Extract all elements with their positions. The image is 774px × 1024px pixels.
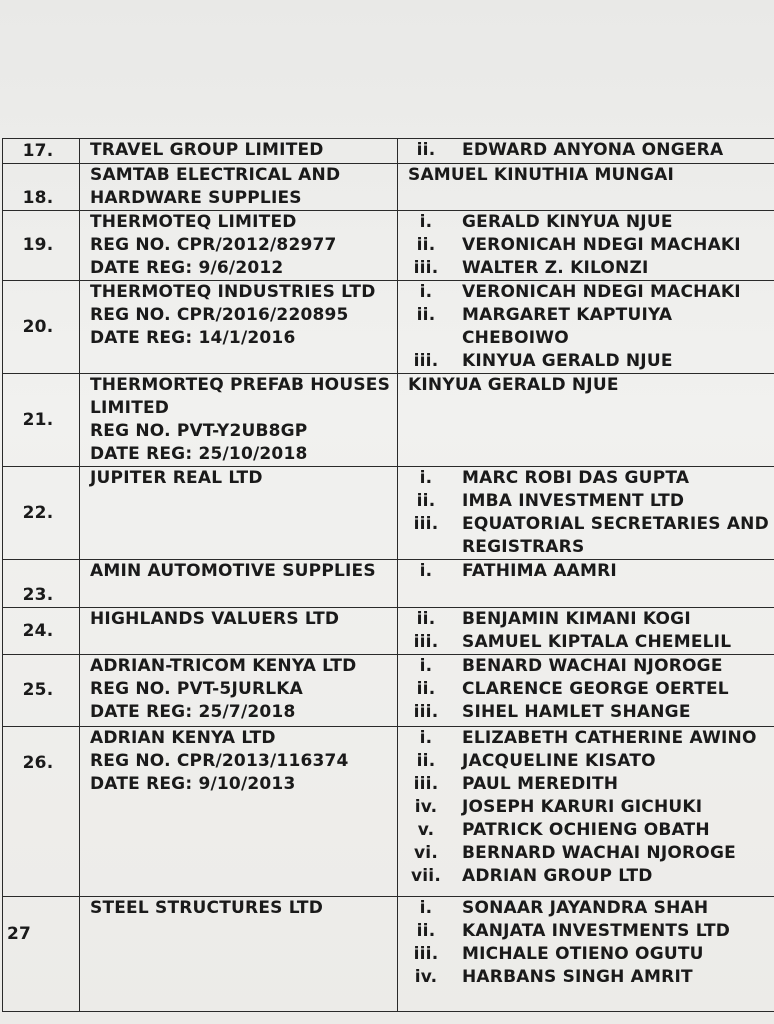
director-item: [404, 966, 774, 989]
roman-numeral: iii.: [413, 944, 439, 964]
company-cell: [80, 727, 398, 897]
roman-numeral: iv.: [414, 967, 438, 987]
roman-numeral: ii.: [416, 921, 436, 941]
director-item: [404, 819, 774, 842]
company-detail: DATE REG: 9/10/2013: [90, 774, 296, 794]
director-name: SAMUEL KIPTALA CHEMELIL: [462, 632, 732, 652]
row-number: 24.: [3, 608, 80, 655]
director-item: [404, 750, 774, 773]
company-detail: REG NO. PVT-5JURLKA: [90, 679, 304, 699]
company-name: SAMTAB ELECTRICAL AND: [90, 165, 341, 185]
company-cell: [80, 655, 398, 727]
roman-numeral: [404, 536, 448, 559]
table-row: [3, 897, 774, 1012]
director-name: SIHEL HAMLET SHANGE: [462, 702, 691, 722]
roman-numeral: [404, 327, 448, 350]
company-cell: [80, 608, 398, 655]
director-item: [404, 234, 774, 257]
roman-numeral: iii.: [413, 351, 439, 371]
director-item: [404, 560, 774, 583]
row-number: 19.: [3, 211, 80, 281]
roman-numeral: ii.: [416, 491, 436, 511]
roman-numeral: i.: [419, 561, 433, 581]
company-detail: LIMITED: [90, 398, 170, 418]
director-name: KINYUA GERALD NJUE: [462, 351, 673, 371]
director-name: EDWARD ANYONA ONGERA: [462, 140, 724, 160]
roman-numeral: i.: [419, 212, 433, 232]
director-item: [404, 304, 774, 327]
director-name: GERALD KINYUA NJUE: [462, 212, 673, 232]
table-row: [3, 560, 774, 608]
company-name: STEEL STRUCTURES LTD: [90, 898, 324, 918]
director-name: FATHIMA AAMRI: [462, 561, 617, 581]
company-name: AMIN AUTOMOTIVE SUPPLIES: [90, 561, 376, 581]
roman-numeral: iii.: [413, 632, 439, 652]
director-name: JOSEPH KARURI GICHUKI: [462, 797, 703, 817]
roman-numeral: v.: [417, 820, 435, 840]
company-detail: DATE REG: 9/6/2012: [90, 258, 284, 278]
director-item: [404, 139, 774, 162]
company-cell: [80, 374, 398, 467]
roman-numeral: i.: [419, 898, 433, 918]
director-name: SONAAR JAYANDRA SHAH: [462, 898, 709, 918]
table-row: [3, 467, 774, 560]
director-name: VERONICAH NDEGI MACHAKI: [462, 235, 741, 255]
director-item: [404, 513, 774, 536]
company-cell: [80, 560, 398, 608]
director-name: BENJAMIN KIMANI KOGI: [462, 609, 691, 629]
directors-cell: [398, 467, 774, 560]
director-name: CLARENCE GEORGE OERTEL: [462, 679, 729, 699]
table-row: [3, 139, 774, 164]
director-item: [404, 631, 774, 654]
director-name: MICHALE OTIENO OGUTU: [462, 944, 704, 964]
directors-cell: [398, 139, 774, 164]
director-item: [404, 773, 774, 796]
directors-cell: [398, 897, 774, 1012]
row-number: 17.: [3, 139, 80, 164]
table-row: [3, 608, 774, 655]
director-item: [404, 655, 774, 678]
table-row: [3, 374, 774, 467]
roman-numeral: vi.: [414, 843, 438, 863]
company-detail: HARDWARE SUPPLIES: [90, 188, 302, 208]
roman-numeral: iv.: [414, 797, 438, 817]
director-item: [404, 350, 774, 373]
table-row: [3, 281, 774, 374]
directors-cell: [398, 560, 774, 608]
director-item: [404, 490, 774, 513]
table-row: [3, 164, 774, 211]
company-detail: REG NO. CPR/2016/220895: [90, 305, 349, 325]
director-name: ADRIAN GROUP LTD: [462, 866, 653, 886]
director-name: KINYUA GERALD NJUE: [408, 375, 619, 395]
table-body: [3, 139, 774, 1012]
company-cell: [80, 467, 398, 560]
director-name: BENARD WACHAI NJOROGE: [462, 656, 723, 676]
roman-numeral: vii.: [411, 866, 441, 886]
director-item: [404, 701, 774, 724]
director-name: WALTER Z. KILONZI: [462, 258, 649, 278]
company-name: THERMORTEQ PREFAB HOUSES: [90, 375, 391, 395]
director-item: [404, 678, 774, 701]
director-item: [404, 374, 774, 397]
director-item: [404, 897, 774, 920]
director-item: [404, 164, 774, 187]
company-cell: [80, 211, 398, 281]
roman-numeral: i.: [419, 656, 433, 676]
company-directors-table: [2, 138, 774, 1012]
roman-numeral: ii.: [416, 140, 436, 160]
director-name: ELIZABETH CATHERINE AWINO: [462, 728, 757, 748]
director-name: MARGARET KAPTUIYA: [462, 305, 673, 325]
director-item: [404, 943, 774, 966]
director-name: EQUATORIAL SECRETARIES AND: [462, 514, 769, 534]
director-name: MARC ROBI DAS GUPTA: [462, 468, 690, 488]
company-name: ADRIAN-TRICOM KENYA LTD: [90, 656, 357, 676]
company-cell: [80, 281, 398, 374]
director-item: [404, 920, 774, 943]
director-item: [404, 281, 774, 304]
roman-numeral: iii.: [413, 258, 439, 278]
director-item: [404, 211, 774, 234]
director-name: CHEBOIWO: [462, 328, 569, 348]
roman-numeral: iii.: [413, 702, 439, 722]
director-item: [404, 536, 774, 559]
company-detail: DATE REG: 25/7/2018: [90, 702, 296, 722]
director-name: SAMUEL KINUTHIA MUNGAI: [408, 165, 675, 185]
roman-numeral: ii.: [416, 609, 436, 629]
roman-numeral: ii.: [416, 305, 436, 325]
row-number: 26.: [3, 727, 80, 897]
directors-cell: [398, 211, 774, 281]
table-row: [3, 211, 774, 281]
company-cell: [80, 897, 398, 1012]
roman-numeral: i.: [419, 468, 433, 488]
row-number: 25.: [3, 655, 80, 727]
director-name: PAUL MEREDITH: [462, 774, 619, 794]
director-item: [404, 257, 774, 280]
roman-numeral: iii.: [413, 774, 439, 794]
directors-cell: [398, 374, 774, 467]
roman-numeral: ii.: [416, 235, 436, 255]
director-item: [404, 608, 774, 631]
company-detail: DATE REG: 25/10/2018: [90, 444, 308, 464]
table-row: [3, 727, 774, 897]
directors-cell: [398, 727, 774, 897]
company-cell: [80, 164, 398, 211]
roman-numeral: iii.: [413, 514, 439, 534]
row-number: 21.: [3, 374, 80, 467]
director-name: HARBANS SINGH AMRIT: [462, 967, 693, 987]
company-cell: [80, 139, 398, 164]
directors-cell: [398, 164, 774, 211]
director-name: IMBA INVESTMENT LTD: [462, 491, 685, 511]
roman-numeral: i.: [419, 282, 433, 302]
director-item: [404, 467, 774, 490]
roman-numeral: ii.: [416, 751, 436, 771]
table-row: [3, 655, 774, 727]
row-number: 18.: [3, 164, 80, 211]
director-item: [404, 327, 774, 350]
roman-numeral: i.: [419, 728, 433, 748]
company-name: THERMOTEQ LIMITED: [90, 212, 297, 232]
director-item: [404, 842, 774, 865]
company-detail: REG NO. CPR/2013/116374: [90, 751, 349, 771]
row-number: 22.: [3, 467, 80, 560]
director-name: PATRICK OCHIENG OBATH: [462, 820, 710, 840]
director-item: [404, 796, 774, 819]
director-name: KANJATA INVESTMENTS LTD: [462, 921, 731, 941]
directors-cell: [398, 655, 774, 727]
company-detail: REG NO. PVT-Y2UB8GP: [90, 421, 308, 441]
row-number: 20.: [3, 281, 80, 374]
director-name: JACQUELINE KISATO: [462, 751, 656, 771]
directors-cell: [398, 281, 774, 374]
director-item: [404, 727, 774, 750]
directors-cell: [398, 608, 774, 655]
director-name: VERONICAH NDEGI MACHAKI: [462, 282, 741, 302]
company-detail: REG NO. CPR/2012/82977: [90, 235, 337, 255]
company-name: JUPITER REAL LTD: [90, 468, 263, 488]
director-name: REGISTRARS: [462, 537, 585, 557]
row-number: 23.: [3, 560, 80, 608]
director-name: BERNARD WACHAI NJOROGE: [462, 843, 736, 863]
row-number: 27: [3, 897, 80, 1012]
company-name: ADRIAN KENYA LTD: [90, 728, 276, 748]
company-name: HIGHLANDS VALUERS LTD: [90, 609, 340, 629]
company-name: THERMOTEQ INDUSTRIES LTD: [90, 282, 376, 302]
roman-numeral: ii.: [416, 679, 436, 699]
company-name: TRAVEL GROUP LIMITED: [90, 140, 324, 160]
director-item: [404, 865, 774, 888]
company-detail: DATE REG: 14/1/2016: [90, 328, 296, 348]
